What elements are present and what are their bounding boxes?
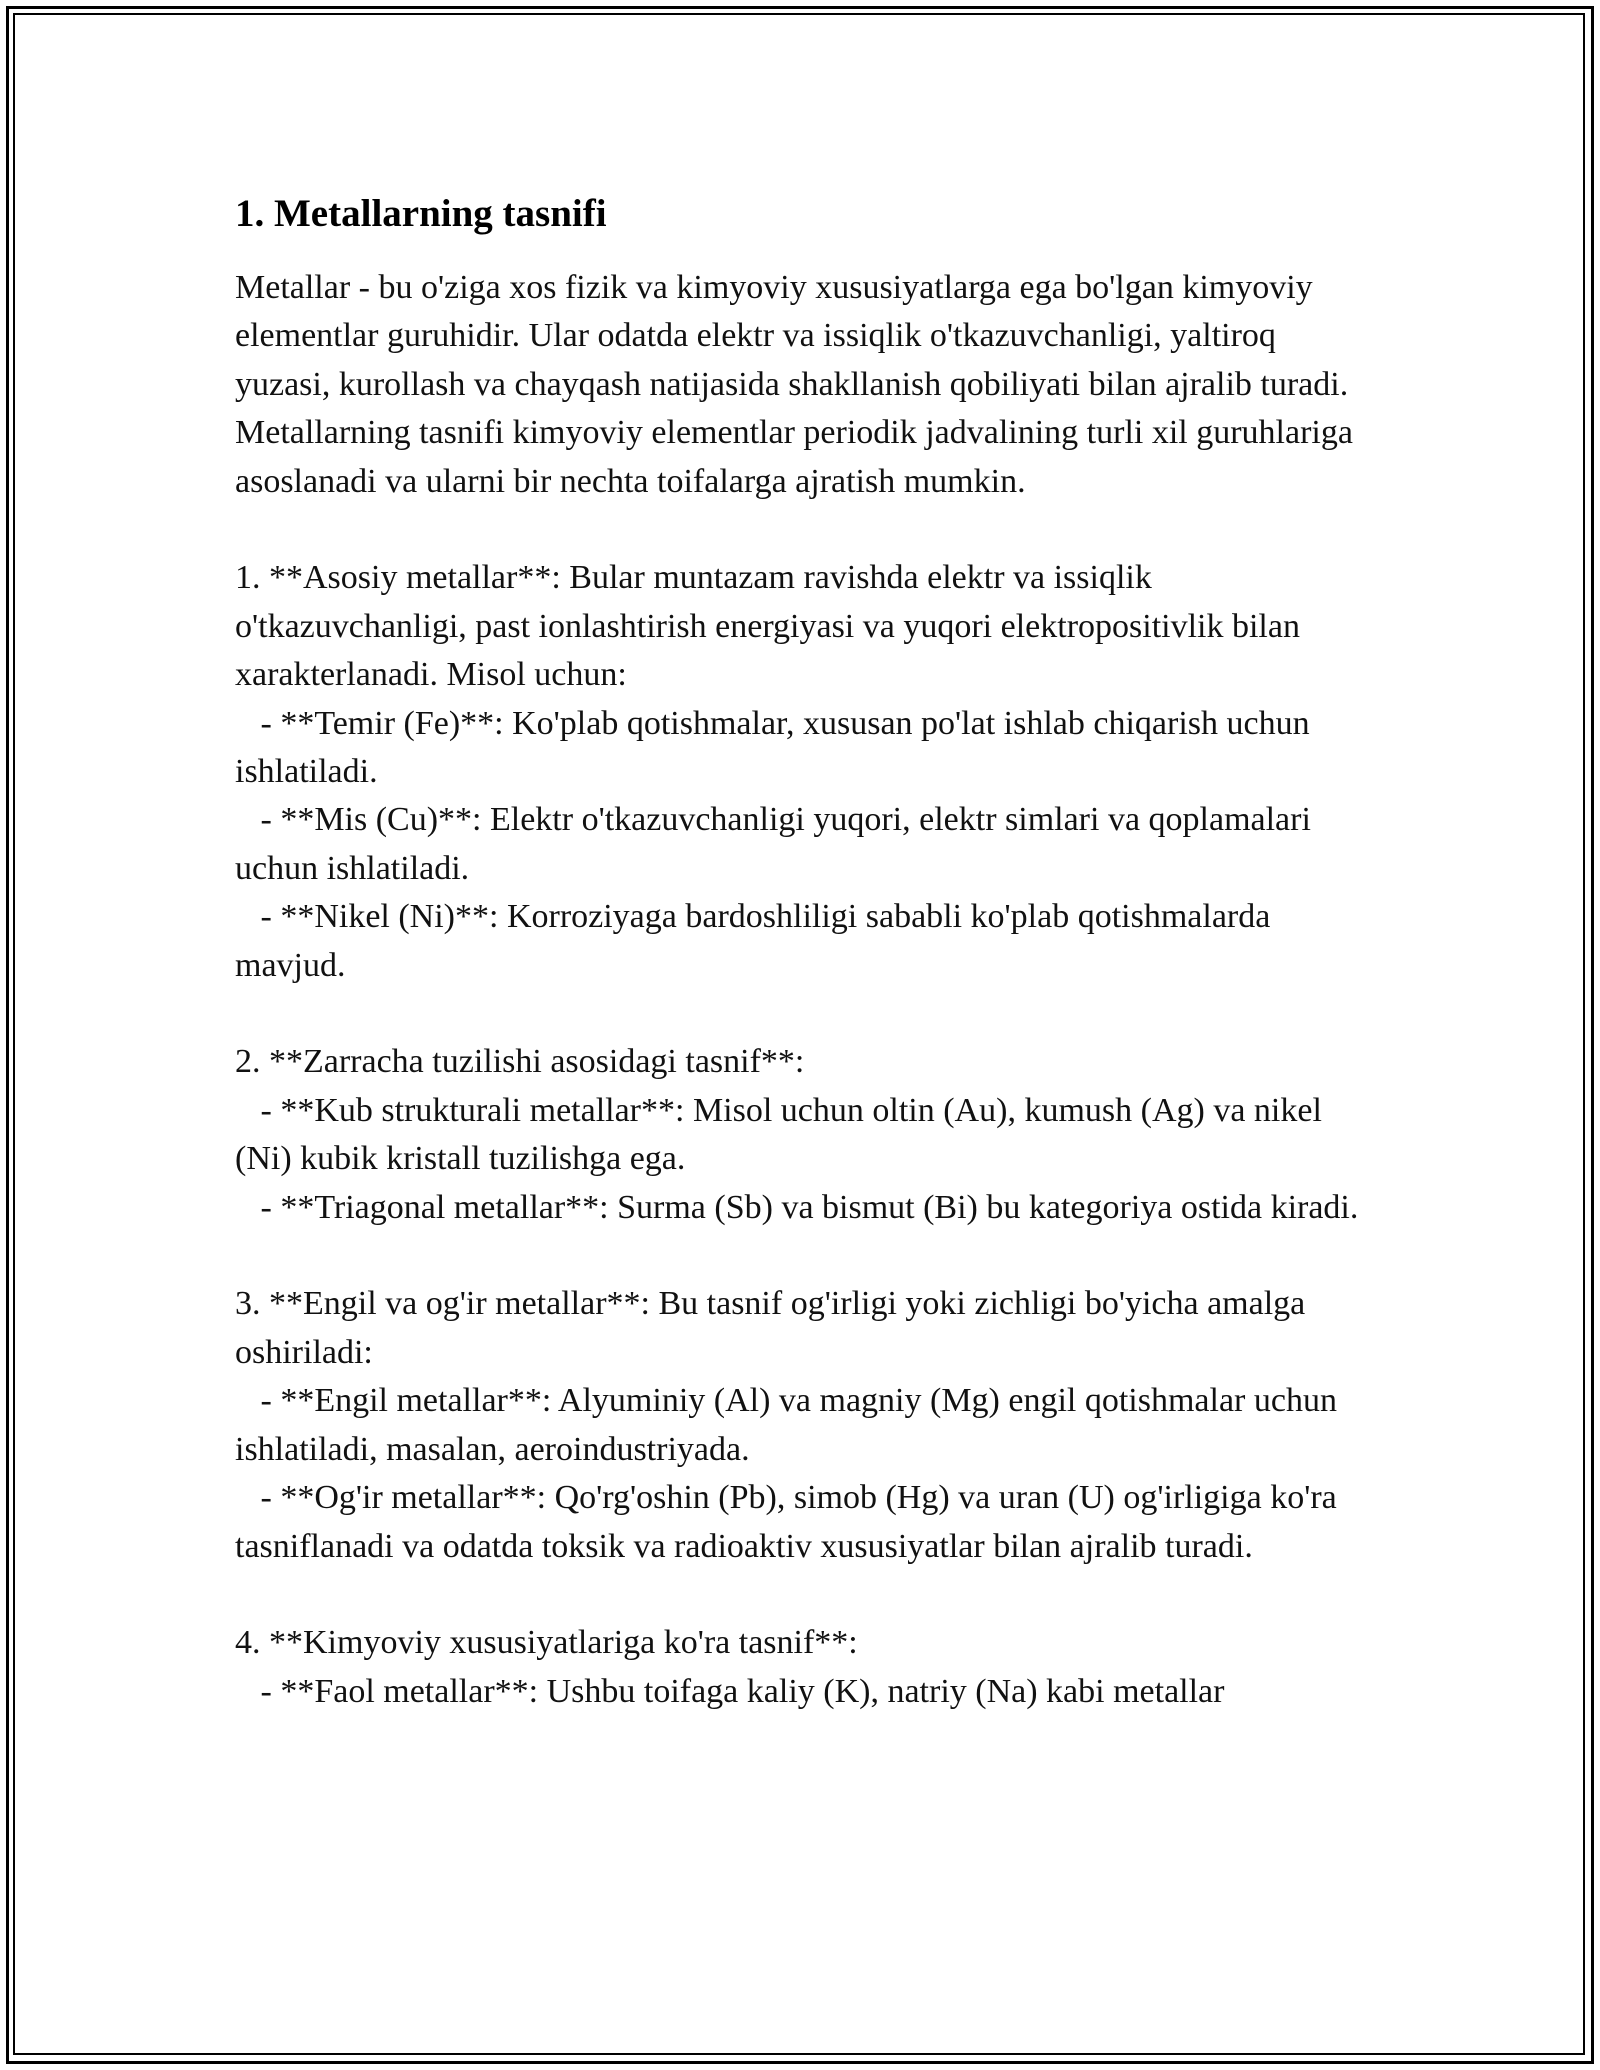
section-structure bbox=[235, 1038, 1375, 1232]
document-heading: 1. Metallarning tasnifi bbox=[235, 192, 607, 235]
list-item: 4. **Kimyoviy xususiyatlariga ko'ra tasnif**: bbox=[235, 1624, 858, 1662]
list-subitem: - **Temir (Fe)**: Ko'plab qotishmalar, xususan po'lat ishlab chiqarish uchun ishlatiladi. bbox=[235, 704, 1319, 791]
section-light-heavy bbox=[235, 1280, 1375, 1570]
section-chemical bbox=[235, 1619, 1375, 1716]
list-subitem: - **Engil metallar**: Alyuminiy (Al) va magniy (Mg) engil qotishmalar uchun ishlatiladi, masalan, aeroindustriyada. bbox=[235, 1382, 1346, 1468]
section-basic-metals bbox=[235, 554, 1375, 990]
document-body bbox=[235, 186, 1375, 1716]
list-subitem: - **Mis (Cu)**: Elektr o'tkazuvchanligi yuqori, elektr simlari va qoplamalari uchun ishlatiladi. bbox=[235, 801, 1320, 887]
list-subitem: - **Nikel (Ni)**: Korroziyaga bardoshliligi sababli ko'plab qotishmalarda mavjud. bbox=[235, 898, 1279, 984]
list-item: 1. **Asosiy metallar**: Bular muntazam ravishda elektr va issiqlik o'tkazuvchanligi, past ionlashtirish energiyasi va yuqori elektropositivlik bilan xarakterlanadi. Misol uchun: bbox=[235, 559, 1309, 694]
paragraph-gap bbox=[235, 990, 1375, 1038]
paragraph-gap bbox=[235, 506, 1375, 554]
list-item: 3. **Engil va og'ir metallar**: Bu tasnif og'irligi yoki zichligi bo'yicha amalga oshiriladi: bbox=[235, 1285, 1314, 1371]
list-subitem: - **Triagonal metallar**: Surma (Sb) va bismut (Bi) bu kategoriya ostida kiradi. bbox=[235, 1188, 1359, 1226]
list-item: 2. **Zarracha tuzilishi asosidagi tasnif**: bbox=[235, 1043, 805, 1081]
list-subitem: - **Faol metallar**: Ushbu toifaga kaliy (K), natriy (Na) kabi metallar bbox=[235, 1672, 1225, 1710]
paragraph-gap bbox=[235, 1232, 1375, 1280]
list-subitem: - **Og'ir metallar**: Qo'rg'oshin (Pb), simob (Hg) va uran (U) og'irligiga ko'ra tasniflanadi va odatda toksik va radioaktiv xususiyatlar bilan ajralib turadi. bbox=[235, 1479, 1346, 1565]
intro-paragraph: Metallar - bu o'ziga xos fizik va kimyoviy xususiyatlarga ega bo'lgan kimyoviy elementlar guruhidir. Ular odatda elektr va issiqlik o'tkazuvchanligi, yaltiroq yuzasi, kurollash va chayqash natijasida shakllanish qobiliyati bilan ajralib turadi. Metallarning tasnifi kimyoviy elementlar periodik jadvalining turli xil guruhlariga asoslanadi va ularni bir nechta toifalarga ajratish mumkin. bbox=[235, 269, 1362, 500]
list-subitem: - **Kub strukturali metallar**: Misol uchun oltin (Au), kumush (Ag) va nikel (Ni) kubik kristall tuzilishga ega. bbox=[235, 1091, 1331, 1178]
paragraph-gap bbox=[235, 1571, 1375, 1619]
